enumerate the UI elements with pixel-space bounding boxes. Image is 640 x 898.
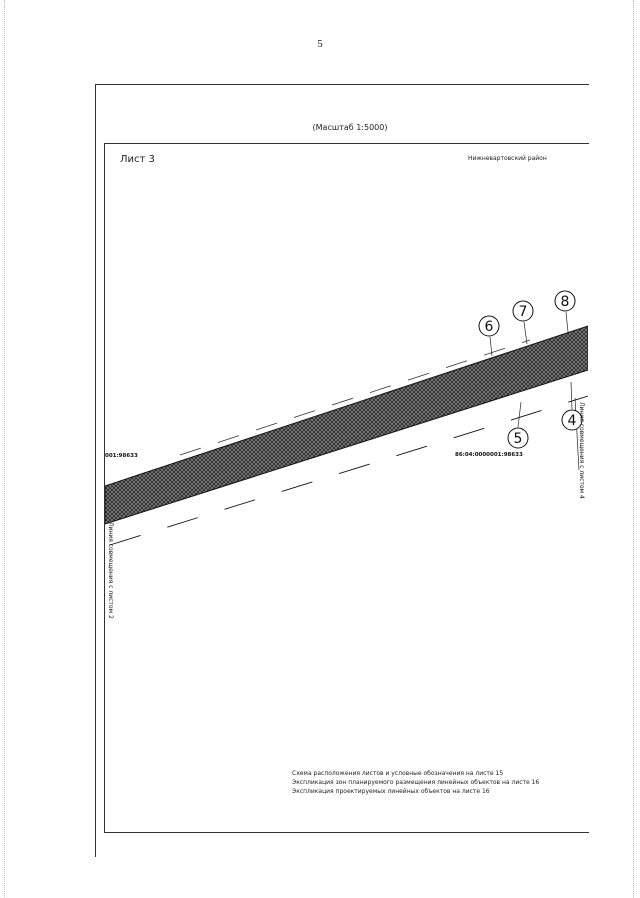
note-line: Экспликация проектируемых линейных объектов на листе 16 bbox=[292, 788, 490, 795]
page-number: 5 bbox=[317, 38, 323, 50]
leader-7 bbox=[524, 322, 527, 344]
note-line: Схема расположения листов и условные обозначения на листе 15 bbox=[292, 770, 504, 777]
sheet-label: Лист 3 bbox=[120, 154, 155, 165]
callout-label-5: 5 bbox=[513, 431, 523, 447]
scale-label: (Масштаб 1:5000) bbox=[312, 123, 388, 132]
callout-label-4: 4 bbox=[567, 413, 577, 429]
legend-notes bbox=[292, 769, 582, 796]
match-label-right: Линия совмещения с листом 4 bbox=[578, 402, 585, 499]
parcel-number-right: 86:04:0000001:98633 bbox=[455, 452, 523, 458]
district-label: Нижневартовский район bbox=[468, 155, 547, 162]
callout-label-8: 8 bbox=[560, 294, 570, 310]
corridor-axis-line bbox=[105, 348, 588, 505]
corridor-zone bbox=[105, 326, 588, 524]
parcel-number-left: 001:98633 bbox=[105, 453, 138, 459]
leader-4 bbox=[571, 382, 572, 409]
callout-label-7: 7 bbox=[518, 304, 528, 320]
note-line: Экспликация зон планируемого размещения линейных объектов на листе 16 bbox=[292, 779, 540, 786]
leader-8 bbox=[566, 312, 568, 332]
match-label-left: Линия совмещения с листом 2 bbox=[107, 522, 114, 619]
leader-5 bbox=[518, 402, 521, 427]
callout-label-6: 6 bbox=[484, 319, 494, 335]
